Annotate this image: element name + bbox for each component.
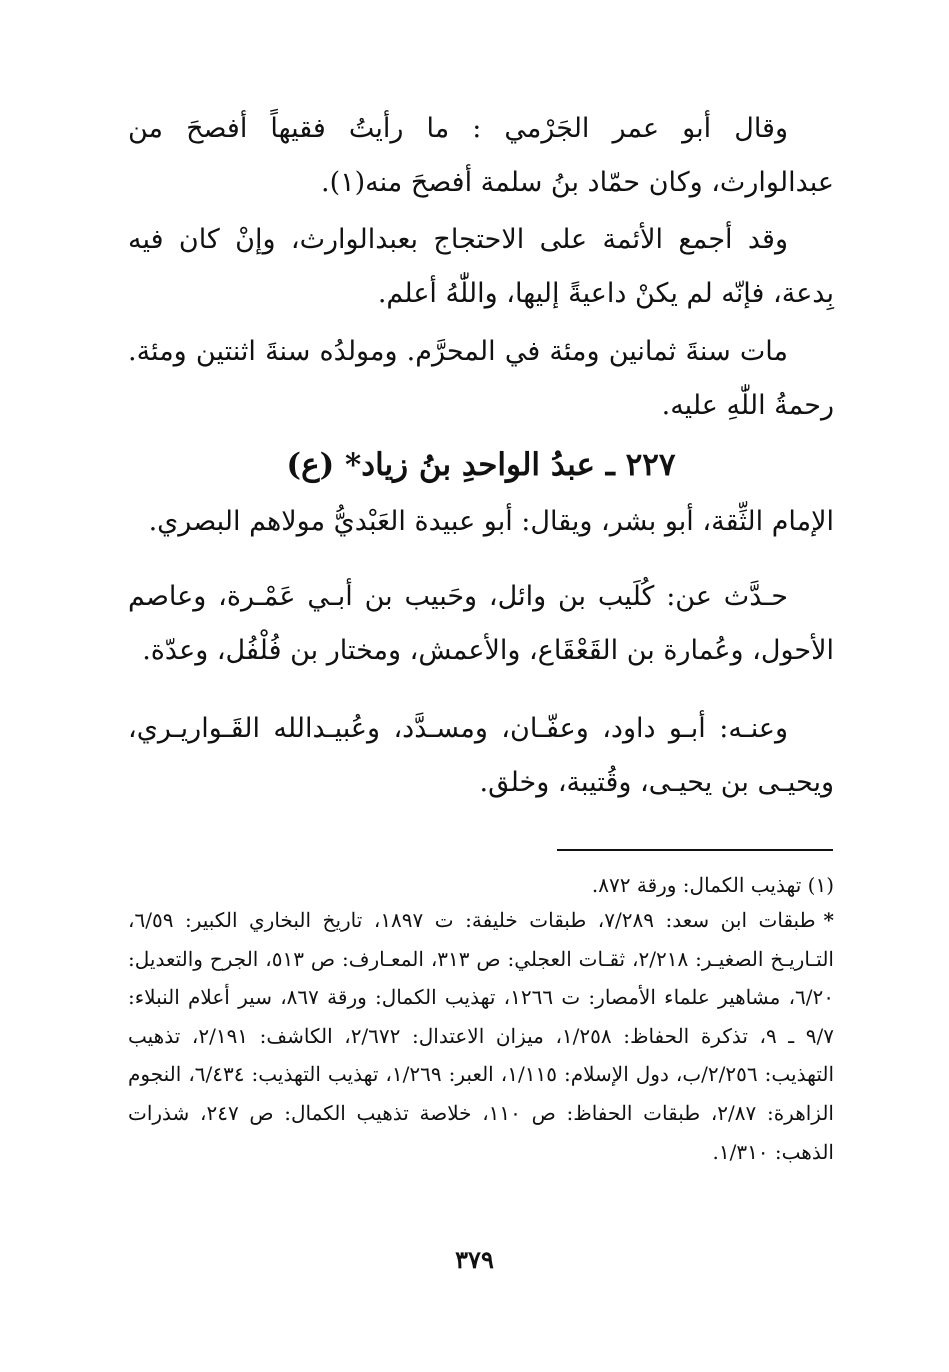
footnote-star-mark: * [823, 908, 834, 932]
entry-intro: الإمام الثِّقة، أبو بشر، ويقال: أبو عبيدة العَبْديُّ مولاهم البصري. [148, 506, 834, 537]
footnote-sources-text: طبقات ابن سعد: ٧/٢٨٩، طبقات خليفة: ت ١٨٩٧، تاريخ البخاري الكبير: ٦/٥٩، التـاريـخ الصغيـر: ٢/٢١٨، ثقـات العجلي: ص ٣١٣، المعـارف: ص ٥١٣، الجرح والتعديل: ٦/٢٠، مشاهير علماء الأمصار: ت ١٢٦٦، تهذيب الكمال: ورقة ٨٦٧، سير أعلام النبلاء: ٩/٧ ـ ٩، تذكرة الحفاظ: ١/٢٥٨، ميزان الاعتدال: ٢/٦٧٢، الكاشف: ٢/١٩١، تذهيب التهذيب: ٢/٢٥٦/ب، دول الإسلام: ١/١١٥، العبر: ١/٢٦٩، تهذيب التهذيب: ٦/٤٣٤، النجوم الزاهرة: ٢/٨٧، طبقات الحفاظ: ص ١١٠، خلاصة تذهيب الكمال: ص ٢٤٧، شذرات الذهب: ١/٣١٠. [128, 908, 835, 1164]
paragraph-jarmi-quote: وقال أبو عمر الجَرْمي : ما رأيتُ فقيهاً أفصحَ من عبدالوارث، وكان حمّاد بنُ سلمة أفصحَ منه(١). [128, 113, 834, 198]
footnote-divider [557, 849, 833, 851]
footnote-1: (١) تهذيب الكمال: ورقة ٨٧٢. [591, 873, 834, 897]
entry-teachers: حـدَّث عن: كُلَيب بن وائل، وحَبيب بن أبـي عَمْـرة، وعاصم الأحول، وعُمارة بن القَعْقَاع، والأعمش، ومختار بن فُلْفُل، وعدّة. [128, 581, 834, 666]
entry-heading: ٢٢٧ ـ عبدُ الواحدِ بنُ زياد* (ع) [286, 447, 676, 483]
page-number: ٣٧٩ [455, 1245, 494, 1274]
paragraph-consensus: وقد أجمع الأئمة على الاحتجاج بعبدالوارث، وإنْ كان فيه بِدعة، فإنّه لم يكنْ داعيةً إليها، واللّٰهُ أعلم. [128, 224, 834, 309]
paragraph-death-date: مات سنةَ ثمانين ومئة في المحرَّم. ومولدُه سنةَ اثنتين ومئة. رحمةُ اللّٰهِ عليه. [128, 336, 834, 421]
entry-students: وعنـه: أبـو داود، وعفّـان، ومسـدَّد، وعُبيـدالله القَـواريـري، ويحيـى بن يحيـى، وقُتيبة، وخلق. [128, 713, 834, 798]
footnote-sources [128, 901, 834, 1171]
